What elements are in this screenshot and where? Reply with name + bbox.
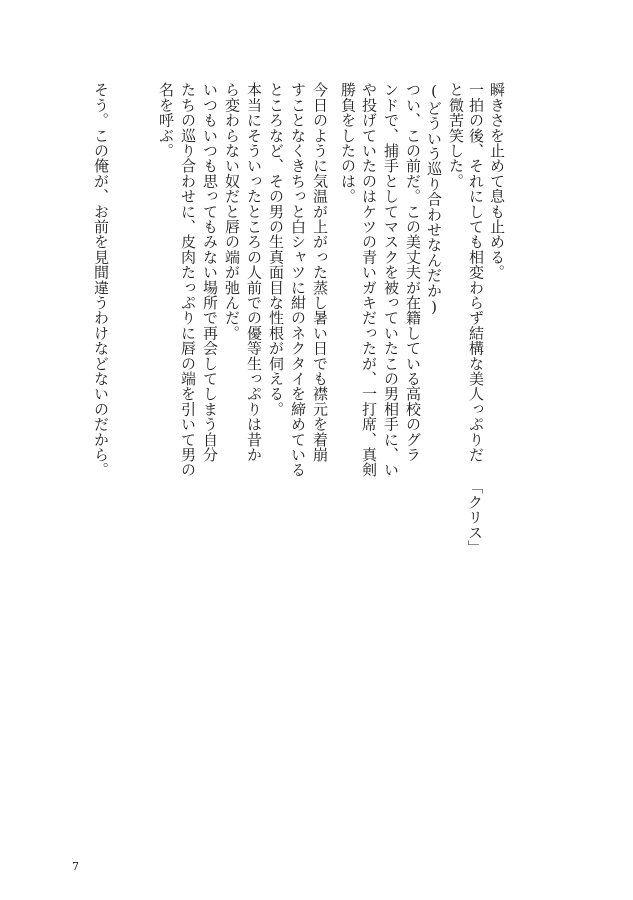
text-line: たちの巡り合わせに、皮肉たっぷりに唇の端を引いて男の bbox=[179, 82, 197, 478]
text-line: つい、この前だ。この美丈夫が在籍している高校のグラ bbox=[404, 82, 422, 462]
text-line: すことなくきちっと白シャツに紺のネクタイを締めている bbox=[289, 82, 307, 478]
text-line: (どういう巡り合わせなんだか) bbox=[425, 82, 443, 316]
text-line: や投げていたのはケツの青いガキだったが、一打席、真剣 bbox=[360, 82, 378, 478]
text-line: と微苦笑した。 bbox=[447, 82, 465, 189]
text-line: 名を呼ぶ。 bbox=[157, 82, 175, 158]
page-number: 7 bbox=[72, 860, 79, 873]
text-line: ンドで、捕手としてマスクを被っていたこの男相手に、い bbox=[382, 82, 400, 478]
text-line: 勝負をしたのは。 bbox=[339, 82, 357, 204]
text-line: ら変わらない奴だと唇の端が弛んだ。 bbox=[223, 82, 241, 341]
text-line: ところなど、その男の生真面目な性根が伺える。 bbox=[267, 82, 285, 417]
dialogue-line: 「クリス」 bbox=[466, 479, 484, 555]
text-line: そう。この俺が、お前を見間違うわけなどないのだから。 bbox=[92, 82, 110, 478]
text-line: 今日のように気温が上がった蒸し暑い日でも襟元を着崩 bbox=[311, 82, 329, 462]
text-line: 本当にそういったところの人前での優等生っぷりは昔か bbox=[245, 82, 263, 462]
text-line: いつもいつも思ってもみない場所で再会してしまう自分 bbox=[201, 82, 219, 462]
text-line: 瞬きさを止めて息も止める。 bbox=[488, 82, 506, 280]
text-line: 一拍の後、それにしても相変わらず結構な美人っぷりだ bbox=[467, 82, 485, 462]
